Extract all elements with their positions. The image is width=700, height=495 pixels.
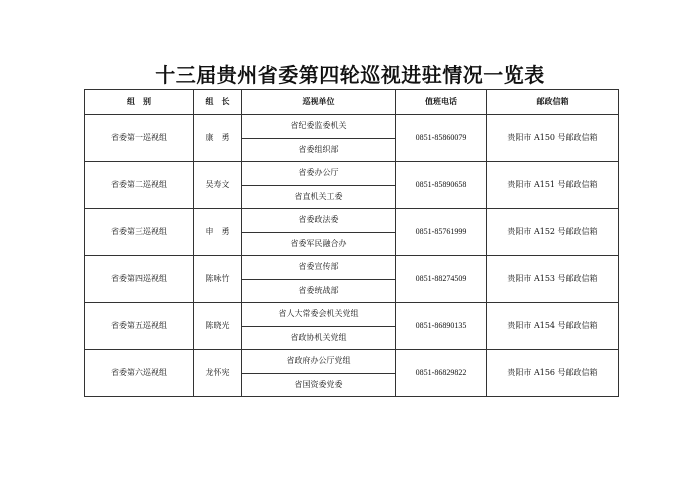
leader-cell: 陈晓光 (194, 303, 242, 350)
header-phone: 值班电话 (396, 90, 487, 115)
leader-cell: 龙怀宪 (194, 350, 242, 397)
table-row (85, 209, 619, 233)
unit-cell: 省政协机关党组 (242, 326, 396, 350)
group-cell: 省委第三巡视组 (85, 209, 194, 256)
unit-cell: 省委组织部 (242, 138, 396, 162)
unit-cell: 省纪委监委机关 (242, 115, 396, 139)
phone-cell: 0851-86829822 (396, 350, 487, 397)
group-cell: 省委第二巡视组 (85, 162, 194, 209)
unit-cell: 省委统战部 (242, 279, 396, 303)
leader-cell: 吴寿文 (194, 162, 242, 209)
group-cell: 省委第六巡视组 (85, 350, 194, 397)
group-cell: 省委第一巡视组 (85, 115, 194, 162)
unit-cell: 省委办公厅 (242, 162, 396, 186)
header-units: 巡视单位 (242, 90, 396, 115)
unit-cell: 省委政法委 (242, 209, 396, 233)
table-row (85, 162, 619, 186)
unit-cell: 省直机关工委 (242, 185, 396, 209)
page-title: 十三届贵州省委第四轮巡视进驻情况一览表 (155, 63, 545, 87)
table-row (85, 303, 619, 327)
leader-cell: 陈咏竹 (194, 256, 242, 303)
phone-cell: 0851-85890658 (396, 162, 487, 209)
phone-cell: 0851-85860079 (396, 115, 487, 162)
unit-cell: 省国资委党委 (242, 373, 396, 397)
unit-cell: 省人大常委会机关党组 (242, 303, 396, 327)
header-leader: 组 长 (194, 90, 242, 115)
unit-cell: 省委宣传部 (242, 256, 396, 280)
mailbox-cell: 贵阳市 A156 号邮政信箱 (487, 350, 619, 397)
phone-cell: 0851-88274509 (396, 256, 487, 303)
mailbox-cell: 贵阳市 A153 号邮政信箱 (487, 256, 619, 303)
mailbox-cell: 贵阳市 A150 号邮政信箱 (487, 115, 619, 162)
table-row (85, 115, 619, 139)
group-cell: 省委第四巡视组 (85, 256, 194, 303)
phone-cell: 0851-85761999 (396, 209, 487, 256)
unit-cell: 省政府办公厅党组 (242, 350, 396, 374)
phone-cell: 0851-86890135 (396, 303, 487, 350)
leader-cell: 康 勇 (194, 115, 242, 162)
header-group: 组 别 (85, 90, 194, 115)
leader-cell: 申 勇 (194, 209, 242, 256)
mailbox-cell: 贵阳市 A152 号邮政信箱 (487, 209, 619, 256)
mailbox-cell: 贵阳市 A151 号邮政信箱 (487, 162, 619, 209)
mailbox-cell: 贵阳市 A154 号邮政信箱 (487, 303, 619, 350)
header-row (85, 90, 619, 115)
table-row (85, 350, 619, 374)
inspection-table (84, 89, 619, 397)
table-row (85, 256, 619, 280)
unit-cell: 省委军民融合办 (242, 232, 396, 256)
header-mailbox: 邮政信箱 (487, 90, 619, 115)
group-cell: 省委第五巡视组 (85, 303, 194, 350)
